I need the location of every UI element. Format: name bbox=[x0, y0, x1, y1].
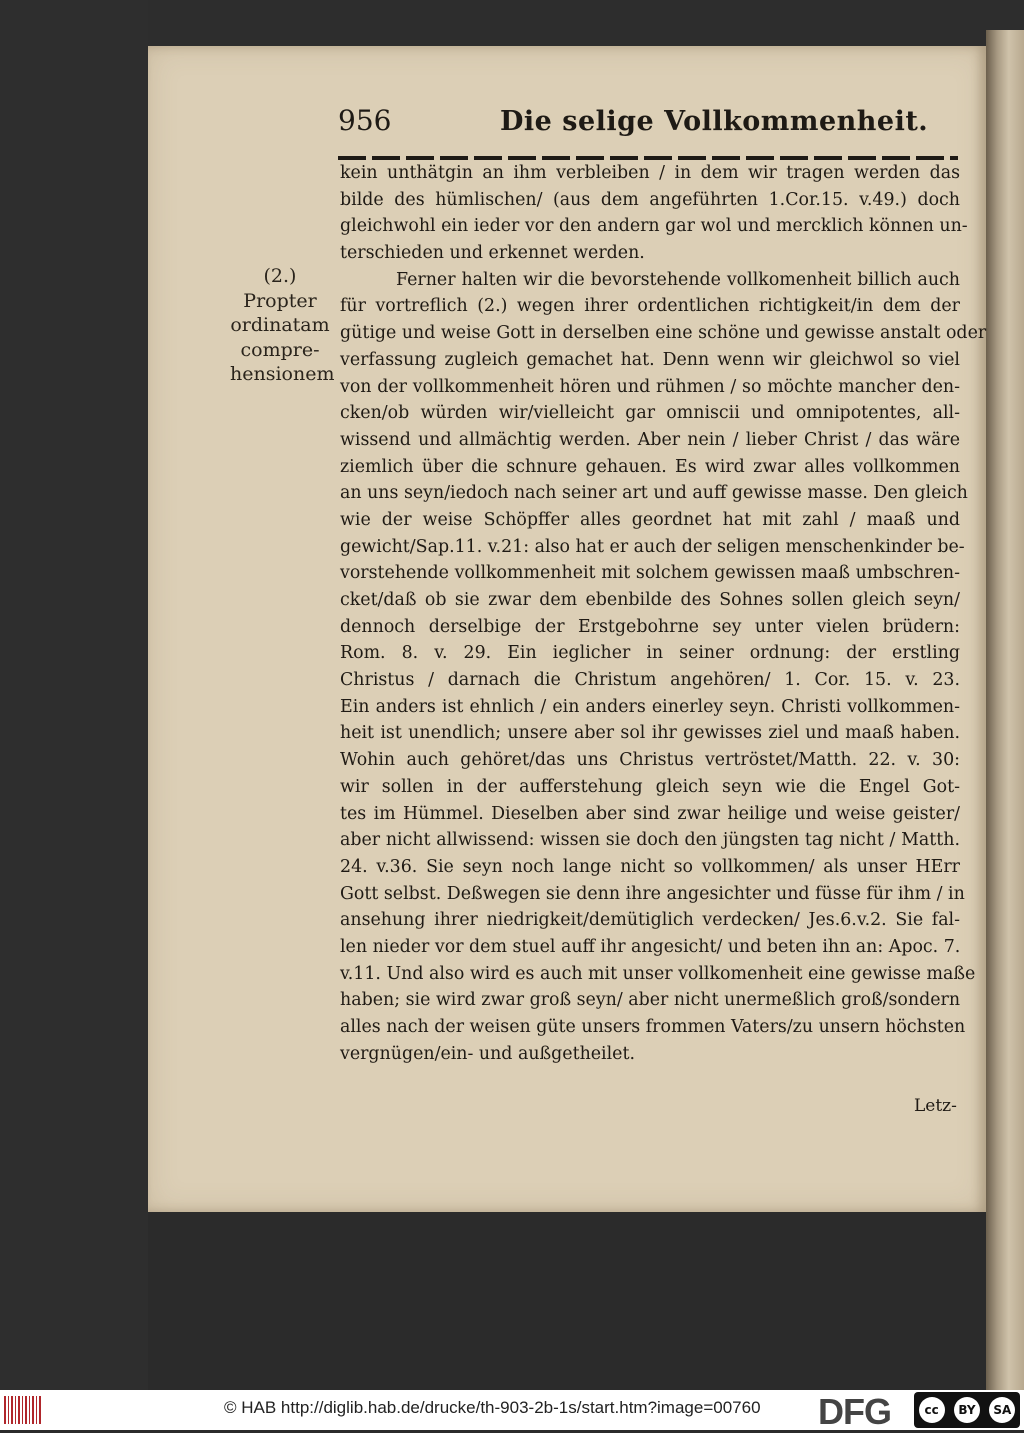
book-page bbox=[148, 46, 986, 1212]
margin-note-line: compre- bbox=[240, 338, 320, 361]
page-number: 956 bbox=[338, 104, 392, 137]
catchword: Letz- bbox=[914, 1096, 957, 1116]
text-line: ansehung ihrer niedrigkeit/demütiglich verdecken/ Jes.6.v.2. Sie fal- bbox=[340, 910, 960, 931]
text-line: vergnügen/ein- und außgetheilet. bbox=[340, 1043, 635, 1064]
text-line: für vortreflich (2.) wegen ihrer ordentlichen richtigkeit/in dem der bbox=[340, 296, 960, 317]
scanner-background-top bbox=[148, 0, 1024, 46]
cc-license-badge[interactable] bbox=[914, 1392, 1020, 1428]
text-line: ziemlich über die schnure gehauen. Es wird zwar alles vollkommen bbox=[340, 456, 960, 477]
text-line: bilde des hümlischen/ (aus dem angeführten 1.Cor.15. v.49.) doch bbox=[340, 189, 960, 210]
running-head: Die selige Vollkommenheit. bbox=[500, 106, 929, 137]
text-line: vorstehende vollkommenheit mit solchem gewissen maaß umbschren- bbox=[340, 563, 960, 584]
text-line: wie der weise Schöpffer alles geordnet hat mit zahl / maaß und bbox=[340, 509, 960, 530]
by-attribution-icon: BY bbox=[954, 1397, 980, 1423]
text-line: gütige und weise Gott in derselben eine schöne und gewisse anstalt oder bbox=[340, 323, 987, 344]
book-page-edges bbox=[986, 30, 1024, 1390]
text-line: haben; sie wird zwar groß seyn/ aber nicht unermeßlich groß/sondern bbox=[340, 990, 961, 1011]
text-line: Gott selbst. Deßwegen sie denn ihre angesichter und füsse für ihm / in bbox=[340, 883, 965, 904]
text-line: Ein anders ist ehnlich / ein anders einerley seyn. Christi vollkommen- bbox=[340, 696, 960, 717]
text-line: cken/ob würden wir/vielleicht gar omniscii und omnipotentes, all- bbox=[340, 403, 960, 424]
text-line: verfassung zugleich gemachet hat. Denn wenn wir gleichwol so viel bbox=[340, 349, 960, 370]
text-line: alles nach der weisen güte unsers frommen Vaters/zu unsern höchsten bbox=[340, 1017, 966, 1037]
text-line: an uns seyn/iedoch nach seiner art und auff gewisse masse. Den gleich bbox=[340, 483, 968, 504]
text-line: aber nicht allwissend: wissen sie doch den jüngsten tag nicht / Matth. bbox=[340, 830, 960, 851]
text-line: gleichwohl ein ieder vor den andern gar wol und mercklich können un- bbox=[340, 216, 968, 237]
text-line: von der vollkommenheit hören und rühmen / so möchte mancher den- bbox=[340, 376, 960, 397]
text-line: gewicht/Sap.11. v.21: also hat er auch der seligen menschenkinder be- bbox=[340, 536, 965, 557]
sa-share-alike-icon: SA bbox=[989, 1397, 1015, 1423]
text-line: len nieder vor dem stuel auff ihr angesicht/ und beten ihn an: Apoc. 7. bbox=[340, 936, 961, 957]
margin-note bbox=[230, 264, 335, 387]
text-line: Ferner halten wir die bevorstehende vollkomenheit billich auch bbox=[396, 269, 960, 290]
margin-note-line: hensionem bbox=[230, 363, 335, 385]
footer-bar bbox=[0, 1390, 1024, 1430]
text-line: Christus / darnach die Christum angehören/ 1. Cor. 15. v. 23. bbox=[340, 670, 960, 691]
margin-note-line: Propter bbox=[243, 289, 317, 312]
text-line: v.11. Und also wird es auch mit unser vollkomenheit eine gewisse maße bbox=[340, 963, 976, 984]
text-line: terschieden und erkennet werden. bbox=[340, 243, 645, 264]
text-line: cket/daß ob sie zwar dem ebenbilde des Sohnes sollen gleich seyn/ bbox=[340, 590, 960, 610]
text-line: tes im Hümmel. Dieselben aber sind zwar heilige und weise geister/ bbox=[340, 803, 960, 824]
dfg-logo[interactable]: DFG bbox=[818, 1391, 891, 1432]
text-line: Rom. 8. v. 29. Ein ieglicher in seiner ordnung: der erstling bbox=[340, 643, 960, 664]
text-line: Wohin auch gehöret/das uns Christus vertröstet/Matth. 22. v. 30: bbox=[340, 750, 960, 771]
margin-note-line: (2.) bbox=[263, 265, 297, 287]
text-line: heit ist unendlich; unsere aber sol ihr gewisses ziel und maaß haben. bbox=[340, 723, 960, 744]
body-text bbox=[340, 160, 987, 1067]
copyright-link[interactable]: © HAB http://diglib.hab.de/drucke/th-903-2b-1s/start.htm?image=00760 bbox=[224, 1398, 761, 1417]
text-line: dennoch derselbige der Erstgebohrne sey unter vielen brüdern: bbox=[340, 616, 960, 637]
text-line: kein unthätgin an ihm verbleiben / in dem wir tragen werden das bbox=[340, 163, 960, 183]
text-line: 24. v.36. Sie seyn noch lange nicht so vollkommen/ als unser HErr bbox=[340, 856, 960, 877]
hab-barcode-logo bbox=[4, 1396, 42, 1424]
text-line: wir sollen in der aufferstehung gleich seyn wie die Engel Got- bbox=[340, 776, 960, 797]
margin-note-line: ordinatam bbox=[230, 314, 330, 336]
cc-icon: cc bbox=[919, 1397, 945, 1423]
scanner-background-left bbox=[0, 0, 148, 1390]
text-line: wissend und allmächtig werden. Aber nein / lieber Christ / das wäre bbox=[340, 429, 960, 450]
